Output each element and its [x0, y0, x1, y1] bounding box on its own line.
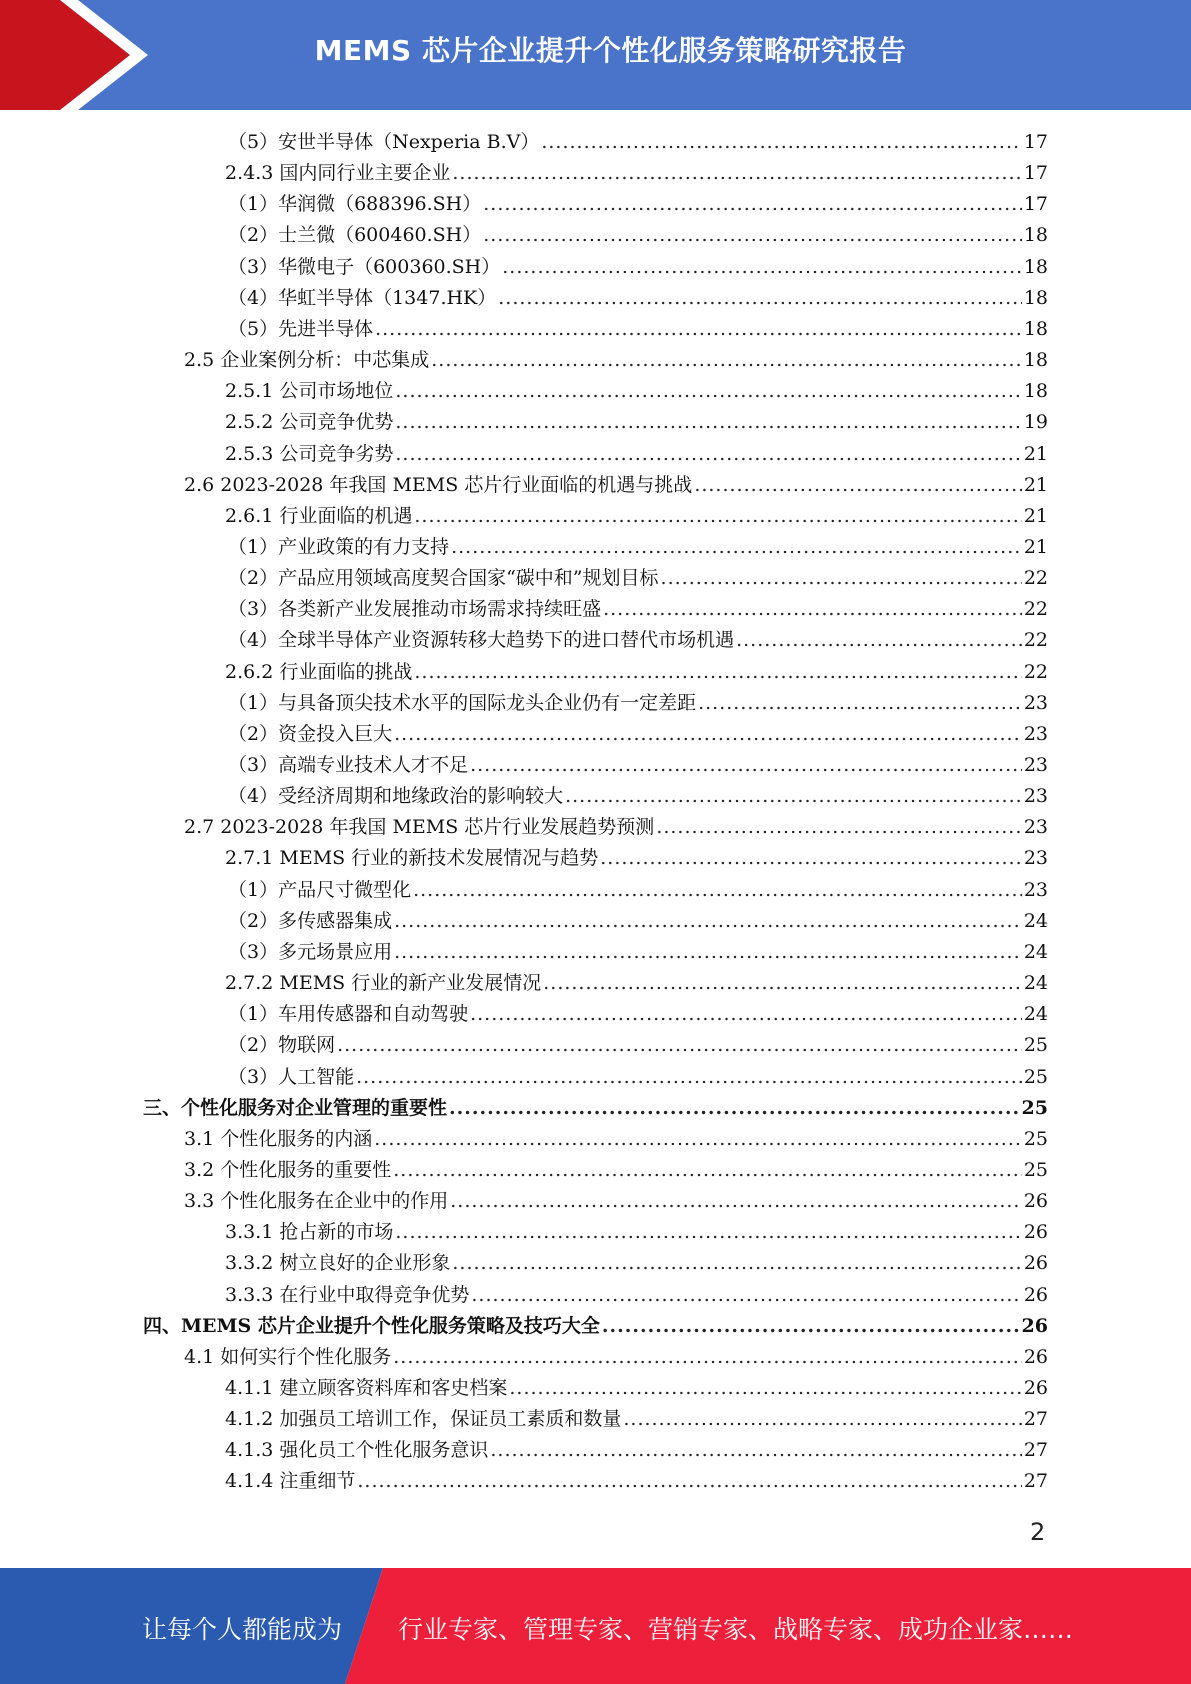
toc-entry-page: 22 [1023, 660, 1048, 683]
toc-entry-title: 3.1 个性化服务的内涵 [184, 1127, 373, 1150]
toc-dot-leader [393, 1342, 1022, 1373]
toc-dot-leader [394, 906, 1022, 937]
toc-entry[interactable] [228, 906, 1048, 937]
toc-entry-title: 4.1.2 加强员工培训工作，保证员工素质和数量 [225, 1408, 622, 1431]
toc-entry-title: （3）各类新产业发展推动市场需求持续旺盛 [228, 598, 602, 621]
toc-entry-title: （4）全球半导体产业资源转移大趋势下的进口替代市场机遇 [228, 629, 735, 652]
toc-entry[interactable] [228, 594, 1048, 625]
toc-entry[interactable] [228, 688, 1048, 719]
toc-entry-title: 2.6.2 行业面临的挑战 [225, 660, 413, 683]
toc-entry[interactable] [184, 812, 1048, 843]
toc-entry-title: （1）车用传感器和自动驾驶 [228, 1003, 469, 1026]
toc-dot-leader [431, 345, 1022, 376]
toc-entry-page: 18 [1023, 380, 1048, 403]
toc-entry[interactable] [225, 843, 1048, 874]
toc-entry-title: 4.1.4 注重细节 [225, 1470, 356, 1493]
toc-entry[interactable] [225, 657, 1048, 688]
toc-entry[interactable] [143, 1093, 1048, 1124]
toc-entry[interactable] [225, 1373, 1048, 1404]
toc-entry[interactable] [225, 158, 1048, 189]
toc-entry[interactable] [228, 1030, 1048, 1061]
toc-entry-page: 18 [1023, 317, 1048, 340]
toc-entry-page: 26 [1023, 1345, 1048, 1368]
toc-entry-title: 2.6 2023-2028 年我国 MEMS 芯片行业面临的机遇与挑战 [184, 473, 693, 496]
toc-entry-title: （3）华微电子（600360.SH） [228, 255, 501, 278]
toc-dot-leader [393, 1155, 1022, 1186]
toc-entry-page: 23 [1023, 816, 1048, 839]
toc-dot-leader [543, 968, 1022, 999]
toc-dot-leader [656, 812, 1022, 843]
toc-entry-page: 18 [1023, 286, 1048, 309]
toc-dot-leader [395, 376, 1021, 407]
toc-entry-title: （2）产品应用领域高度契合国家“碳中和”规划目标 [228, 567, 659, 590]
toc-dot-leader [356, 1062, 1022, 1093]
footer-slogan-left: 让每个人都能成为 [142, 1615, 343, 1644]
toc-entry-title: （5）安世半导体（Nexperia B.V） [228, 131, 540, 153]
toc-entry-page: 18 [1023, 349, 1048, 372]
toc-entry-title: 四、MEMS 芯片企业提升个性化服务策略及技巧大全 [143, 1314, 600, 1337]
toc-entry-title: 2.4.3 国内同行业主要企业 [225, 162, 451, 185]
toc-entry-page: 23 [1023, 722, 1048, 745]
toc-dot-leader [498, 283, 1022, 314]
toc-entry[interactable] [143, 1311, 1048, 1342]
toc-dot-leader [414, 501, 1021, 532]
toc-entry-title: 2.7.1 MEMS 行业的新技术发展情况与趋势 [225, 847, 599, 870]
toc-entry-title: 2.5.1 公司市场地位 [225, 380, 394, 403]
toc-entry[interactable] [228, 283, 1048, 314]
toc-dot-leader [394, 719, 1022, 750]
toc-entry[interactable] [225, 1217, 1048, 1248]
toc-dot-leader [395, 439, 1021, 470]
toc-entry[interactable] [225, 439, 1048, 470]
toc-entry-title: 4.1.3 强化员工个性化服务意识 [225, 1439, 489, 1462]
toc-entry[interactable] [228, 563, 1048, 594]
toc-entry[interactable] [184, 1155, 1048, 1186]
toc-entry[interactable] [228, 314, 1048, 345]
toc-entry-title: （2）士兰微（600460.SH） [228, 224, 482, 247]
toc-entry-page: 25 [1021, 1096, 1048, 1119]
toc-entry-title: （1）产业政策的有力支持 [228, 535, 450, 558]
toc-entry-title: 3.3 个性化服务在企业中的作用 [184, 1190, 449, 1213]
toc-entry-page: 23 [1023, 691, 1048, 714]
toc-entry-page: 22 [1023, 567, 1048, 590]
toc-entry-page: 23 [1023, 785, 1048, 808]
toc-entry-page: 25 [1023, 1065, 1048, 1088]
toc-entry[interactable] [228, 127, 1048, 158]
toc-entry-page: 27 [1023, 1439, 1048, 1462]
toc-dot-leader [698, 688, 1022, 719]
toc-entry-page: 17 [1023, 162, 1048, 185]
toc-entry-title: 2.7 2023-2028 年我国 MEMS 芯片行业发展趋势预测 [184, 816, 655, 839]
toc-entry-title: （5）先进半导体 [228, 317, 374, 340]
toc-entry-title: 3.2 个性化服务的重要性 [184, 1158, 392, 1181]
toc-entry-page: 23 [1023, 847, 1048, 870]
toc-dot-leader [661, 563, 1022, 594]
toc-entry-title: 三、个性化服务对企业管理的重要性 [143, 1096, 448, 1119]
toc-entry-page: 17 [1023, 131, 1048, 153]
toc-dot-leader [395, 407, 1021, 438]
toc-entry-page: 24 [1023, 940, 1048, 963]
toc-entry[interactable] [225, 376, 1048, 407]
toc-entry[interactable] [225, 968, 1048, 999]
toc-entry-title: （1）华润微（688396.SH） [228, 193, 482, 216]
toc-entry-title: （4）受经济周期和地缘政治的影响较大 [228, 785, 564, 808]
toc-entry[interactable] [225, 1466, 1048, 1497]
toc-entry[interactable] [225, 1248, 1048, 1279]
toc-dot-leader [452, 1248, 1021, 1279]
toc-entry-page: 22 [1023, 629, 1048, 652]
toc-entry[interactable] [228, 1062, 1048, 1093]
toc-entry[interactable] [184, 1186, 1048, 1217]
toc-entry-page: 19 [1023, 411, 1048, 434]
toc-entry-title: 2.5 企业案例分析：中芯集成 [184, 349, 430, 372]
toc-entry-page: 24 [1023, 909, 1048, 932]
toc-entry-page: 18 [1023, 224, 1048, 247]
toc-entry-title: （1）产品尺寸微型化 [228, 878, 412, 901]
toc-entry-title: 3.3.3 在行业中取得竞争优势 [225, 1283, 470, 1306]
toc-dot-leader [375, 314, 1022, 345]
toc-entry-title: 2.6.1 行业面临的机遇 [225, 504, 413, 527]
page-footer [0, 1568, 1191, 1684]
toc-entry[interactable] [228, 189, 1048, 220]
toc-dot-leader [450, 1186, 1022, 1217]
toc-entry-page: 24 [1023, 972, 1048, 995]
toc-entry-page: 27 [1023, 1408, 1048, 1431]
toc-dot-leader [470, 999, 1022, 1030]
toc-entry-page: 17 [1023, 193, 1048, 216]
toc-entry-title: 3.3.2 树立良好的企业形象 [225, 1252, 451, 1275]
report-title: MEMS 芯片企业提升个性化服务策略研究报告 [314, 34, 907, 67]
toc-entry[interactable] [225, 501, 1048, 532]
toc-entry[interactable] [228, 625, 1048, 656]
toc-dot-leader [541, 127, 1021, 158]
toc-dot-leader [602, 1311, 1020, 1342]
toc-entry-title: （3）人工智能 [228, 1065, 355, 1088]
toc-dot-leader [736, 625, 1022, 656]
toc-entry[interactable] [228, 252, 1048, 283]
toc-dot-leader [509, 1373, 1021, 1404]
toc-dot-leader [600, 843, 1022, 874]
toc-entry[interactable] [228, 781, 1048, 812]
toc-entry[interactable] [225, 1404, 1048, 1435]
toc-entry-page: 23 [1023, 878, 1048, 901]
toc-entry-page: 18 [1023, 255, 1048, 278]
toc-dot-leader [395, 1217, 1021, 1248]
toc-entry[interactable] [228, 220, 1048, 251]
toc-entry[interactable] [228, 999, 1048, 1030]
toc-entry-title: 4.1.1 建立顾客资料库和客史档案 [225, 1377, 508, 1399]
toc-entry-page: 24 [1023, 1003, 1048, 1026]
toc-dot-leader [374, 1124, 1022, 1155]
toc-entry[interactable] [184, 345, 1048, 376]
toc-entry-title: （2）多传感器集成 [228, 909, 393, 932]
toc-dot-leader [603, 594, 1022, 625]
toc-entry-page: 26 [1023, 1283, 1048, 1306]
toc-dot-leader [483, 220, 1022, 251]
footer-slogan-right: 行业专家、管理专家、营销专家、战略专家、成功企业家…… [398, 1615, 1074, 1644]
toc-entry-title: 2.5.2 公司竞争优势 [225, 411, 394, 434]
toc-dot-leader [565, 781, 1022, 812]
toc-entry-page: 27 [1023, 1470, 1048, 1493]
toc-entry[interactable] [228, 875, 1048, 906]
toc-dot-leader [470, 750, 1022, 781]
toc-dot-leader [471, 1280, 1021, 1311]
toc-dot-leader [451, 532, 1022, 563]
toc-entry-title: 3.3.1 抢占新的市场 [225, 1221, 394, 1244]
toc-entry-title: （3）高端专业技术人才不足 [228, 754, 469, 776]
toc-entry-title: （4）华虹半导体（1347.HK） [228, 286, 497, 309]
toc-entry-page: 25 [1023, 1034, 1048, 1057]
toc-entry-page: 26 [1023, 1221, 1048, 1244]
toc-entry-page: 23 [1023, 754, 1048, 776]
toc-dot-leader [694, 470, 1022, 501]
toc-dot-leader [490, 1435, 1021, 1466]
toc-dot-leader [452, 158, 1021, 189]
toc-entry-title: 2.7.2 MEMS 行业的新产业发展情况 [225, 972, 542, 995]
toc-entry-title: （3）多元场景应用 [228, 940, 393, 963]
toc-entry[interactable] [225, 1280, 1048, 1311]
toc-dot-leader [502, 252, 1022, 283]
toc-entry-page: 21 [1023, 442, 1048, 465]
toc-entry-title: （2）物联网 [228, 1034, 336, 1057]
toc-entry[interactable] [184, 1124, 1048, 1155]
page-header [0, 0, 1191, 110]
toc-entry-page: 21 [1023, 504, 1048, 527]
toc-dot-leader [414, 657, 1021, 688]
toc-dot-leader [623, 1404, 1021, 1435]
toc-entry[interactable] [225, 407, 1048, 438]
toc-entry[interactable] [228, 750, 1048, 781]
toc-entry[interactable] [184, 1342, 1048, 1373]
page-number: 2 [1030, 1518, 1046, 1546]
toc-entry-page: 22 [1023, 598, 1048, 621]
toc-entry-title: 4.1 如何实行个性化服务 [184, 1345, 392, 1368]
toc-entry-title: （1）与具备顶尖技术水平的国际龙头企业仍有一定差距 [228, 691, 697, 714]
toc-entry-title: （2）资金投入巨大 [228, 722, 393, 745]
toc-entry[interactable] [228, 532, 1048, 563]
toc-entry-page: 26 [1021, 1314, 1048, 1337]
toc-entry[interactable] [225, 1435, 1048, 1466]
toc-entry-page: 21 [1023, 473, 1048, 496]
toc-dot-leader [357, 1466, 1021, 1497]
toc-dot-leader [449, 1093, 1020, 1124]
toc-entry-page: 26 [1023, 1190, 1048, 1213]
toc-dot-leader [337, 1030, 1022, 1061]
toc-entry[interactable] [228, 937, 1048, 968]
toc-entry[interactable] [184, 470, 1048, 501]
toc-entry[interactable] [228, 719, 1048, 750]
toc-entry-page: 26 [1023, 1377, 1048, 1399]
toc-entry-page: 21 [1023, 535, 1048, 558]
toc-dot-leader [413, 875, 1022, 906]
toc-dot-leader [394, 937, 1022, 968]
toc-entry-page: 25 [1023, 1127, 1048, 1150]
toc-entry-title: 2.5.3 公司竞争劣势 [225, 442, 394, 465]
toc-dot-leader [483, 189, 1022, 220]
toc-entry-page: 25 [1023, 1158, 1048, 1181]
toc-entry-page: 26 [1023, 1252, 1048, 1275]
header-arrow-decoration [0, 0, 160, 110]
